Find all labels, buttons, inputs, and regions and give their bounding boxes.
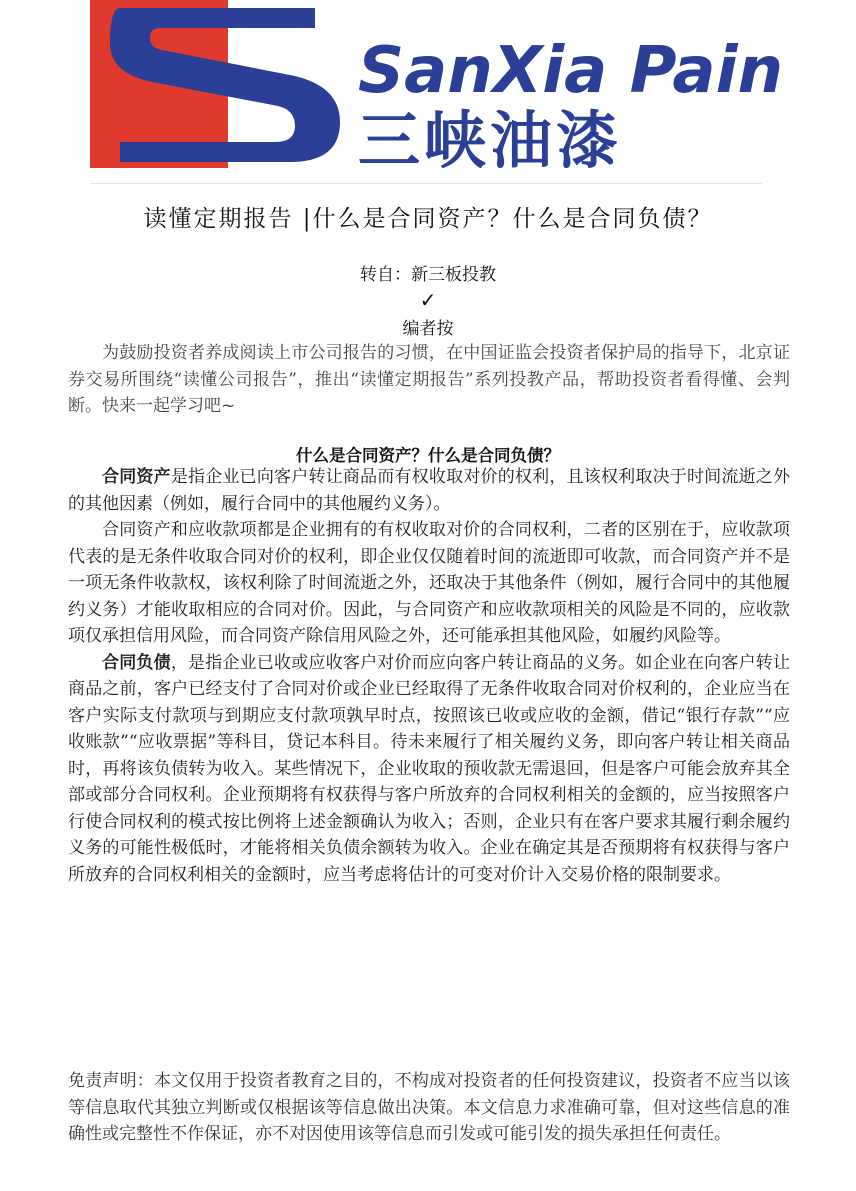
- header-divider: [90, 183, 762, 184]
- term-contract-asset: 合同资产: [102, 467, 171, 487]
- asset-vs-receivable-paragraph: 合同资产和应收款项都是企业拥有的有权收取对价的合同权利，二者的区别在于，应收款项代表的是无条件收取合同对价的权利，即企业仅仅随着时间的流逝即可收款，而合同资产并不是一项无条件收款权，该权利除了时间流逝之外，还取决于其他条件（例如，履行合同中的其他履约义务）才能收取相应的合同对价。因此，与合同资产和应收款项相关的风险是不同的，应收款项仅承担信用风险，而合同资产除信用风险之外，还可能承担其他风险，如履约风险等。: [68, 520, 790, 646]
- contract-asset-paragraph: [68, 464, 790, 517]
- section-title: 什么是合同资产？什么是合同负债？: [296, 446, 560, 465]
- contract-liability-definition: ，是指企业已收或应收客户对价而应向客户转让商品的义务。如企业在向客户转让商品之前，客户已经支付了合同对价或企业已经取得了无条件收取合同对价权利的，企业应当在客户实际支付款项与到期应支付款项孰早时点，按照该已收或应收的金额，借记“银行存款”“应收账款”“应收票据”等科目，贷记本科目。待未来履行了相关履约义务，即向客户转让相关商品时，再将该负债转为收入。某些情况下，企业收取的预收款无需退回，但是客户可能会放弃其全部或部分合同权利。企业预期将有权获得与客户所放弃的合同权利相关的金额的，应当按照客户行使合同权利的模式按比例将上述金额确认为收入；否则，企业只有在客户要求其履行剩余履约义务的可能性极低时，才能将相关负债余额转为收入。企业在确定其是否预期将有权获得与客户所放弃的合同权利相关的金额时，应当考虑将估计的可变对价计入交易价格的限制要求。: [68, 652, 791, 885]
- disclaimer: 免责声明：本文仅用于投资者教育之目的，不构成对投资者的任何投资建议，投资者不应当以该等信息取代其独立判断或仅根据该等信息做出决策。本文信息力求准确可靠，但对这些信息的准确性或完整性不作保证，亦不对因使用该等信息而引发或可能引发的损失承担任何责任。: [68, 1071, 790, 1144]
- editor-note-heading: 编者按: [402, 319, 454, 339]
- logo-brand-cn: 三峡油漆: [358, 104, 623, 168]
- intro-section: [68, 340, 790, 420]
- article-body: [68, 464, 790, 888]
- check-icon: ✓: [419, 288, 437, 312]
- contract-asset-definition: 是指企业已向客户转让商品而有权收取对价的权利，且该权利取决于时间流逝之外的其他因素（例如，履行合同中的其他履约义务）。: [68, 467, 791, 514]
- logo-brand-en: SanXia Paint: [358, 34, 780, 108]
- sanxia-paint-logo: [90, 0, 780, 168]
- term-contract-liability: 合同负债: [102, 652, 171, 673]
- intro-paragraph: 为鼓励投资者养成阅读上市公司报告的习惯，在中国证监会投资者保护局的指导下，北京证券交易所围绕“读懂公司报告”，推出“读懂定期报告”系列投教产品，帮助投资者看得懂、会判断。快来一起学习吧~: [68, 343, 790, 416]
- contract-liability-paragraph: [68, 650, 790, 889]
- logo-graphic: [90, 0, 780, 168]
- repost-source: 转自：新三板投教: [360, 265, 496, 285]
- page-title: 读懂定期报告 |什么是合同资产？什么是合同负债？: [143, 206, 713, 232]
